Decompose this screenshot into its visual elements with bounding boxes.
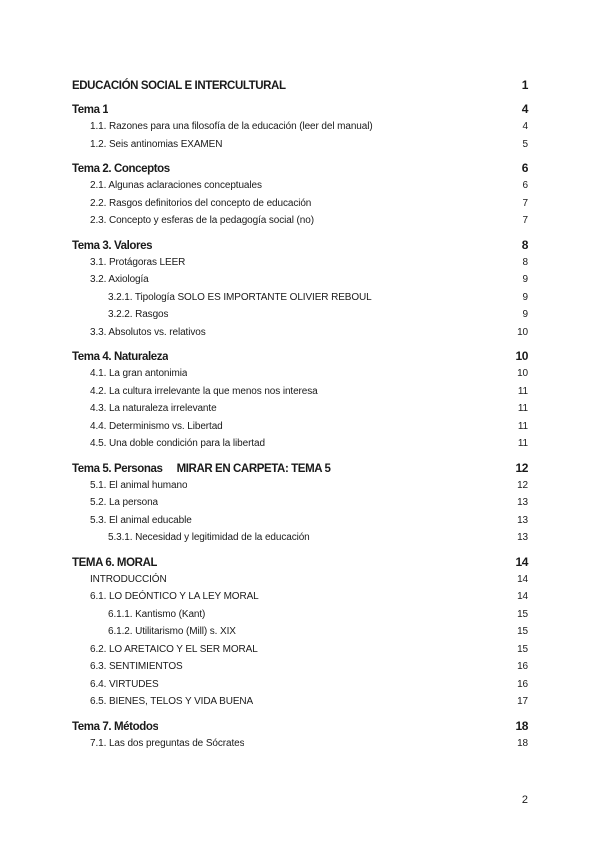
toc-entry-title-text: 3.3. Absolutos vs. relativos: [90, 326, 206, 338]
toc-entry-title-text: Tema 5. Personas: [72, 462, 163, 475]
toc-entry-title-text: 2.3. Concepto y esferas de la pedagogía social (no): [90, 215, 314, 226]
toc-entry-title-text: 4.2. La cultura irrelevante la que menos nos interesa: [90, 385, 318, 397]
toc-entry-title-text: 1.1. Razones para una filosofía de la educación (leer del manual): [90, 121, 373, 132]
toc-entry-title: [72, 101, 108, 119]
toc-entry-title: [90, 735, 244, 753]
toc-section-entry[interactable]: [72, 400, 528, 418]
toc-entry-page-number: 9: [522, 274, 528, 285]
toc-entry-page-number: 13: [517, 497, 528, 508]
toc-chapter-entry[interactable]: [72, 100, 528, 118]
toc-entry-title: [90, 641, 258, 659]
toc-entry-title: [72, 237, 152, 255]
toc-entry-title-text: 5.3.1. Necesidad y legitimidad de la educación: [108, 532, 310, 543]
toc-entry-title: [72, 77, 286, 95]
toc-entry-title: [90, 418, 223, 436]
toc-entry-title-text: 2.1. Algunas aclaraciones conceptuales: [90, 180, 262, 191]
toc-entry-title: [72, 554, 157, 572]
toc-section-entry[interactable]: [72, 177, 528, 195]
toc-entry-page-number: 11: [517, 403, 528, 414]
toc-entry-title-text: 4.4. Determinismo vs. Libertad: [90, 420, 223, 432]
toc-entry-title: [90, 693, 253, 711]
toc-entry-title-text: 6.3. SENTIMIENTOS: [90, 661, 183, 672]
toc-entry-title: [90, 324, 206, 342]
toc-entry-title: [90, 254, 185, 272]
toc-section-entry[interactable]: [72, 477, 528, 495]
toc-entry-page-number: 6: [522, 180, 528, 191]
toc-section-entry[interactable]: [72, 418, 528, 436]
toc-entry-page-number: 9: [522, 291, 528, 303]
toc-entry-title: [90, 477, 187, 495]
toc-entry-title: [108, 529, 310, 547]
toc-entry-page-number: 15: [517, 643, 528, 655]
toc-section-entry[interactable]: [72, 306, 528, 324]
toc-entry-title: [90, 212, 314, 230]
toc-section-entry[interactable]: [72, 623, 528, 641]
toc-entry-page-number: 1: [521, 78, 528, 92]
page-number: 2: [521, 794, 528, 806]
toc-entry-title-text: Tema 1: [72, 104, 109, 116]
toc-section-entry[interactable]: [72, 383, 528, 401]
toc-entry-title-text: EDUCACIÓN SOCIAL E INTERCULTURAL: [72, 80, 286, 92]
toc-section-entry[interactable]: [72, 212, 528, 230]
toc-entry-page-number: 18: [517, 737, 528, 749]
toc-entry-title-text: 6.1.1. Kantismo (Kant): [108, 608, 206, 620]
toc-section-entry[interactable]: [72, 136, 528, 154]
toc-entry-title-text: 3.2.2. Rasgos: [108, 309, 169, 320]
toc-entry-title-text: 5.3. El animal educable: [90, 514, 192, 526]
toc-entry-page-number: 13: [517, 514, 528, 526]
toc-section-entry[interactable]: [72, 324, 528, 342]
toc-entry-page-number: 16: [517, 661, 528, 672]
toc-entry-page-number: 4: [522, 121, 528, 132]
toc-entry-title-text: 1.2. Seis antinomias EXAMEN: [90, 138, 223, 150]
toc-entry-page-number: 18: [515, 718, 528, 733]
toc-section-entry[interactable]: [72, 529, 528, 547]
toc-entry-title-text: Tema 7. Métodos: [72, 720, 159, 733]
toc-entry-title-text: Tema 3. Valores: [72, 239, 153, 252]
toc-entry-page-number: 11: [517, 420, 528, 432]
toc-entry-title: [90, 136, 222, 154]
toc-section-entry[interactable]: [72, 606, 528, 624]
toc-section-entry[interactable]: [72, 512, 528, 530]
toc-entry-page-number: 17: [517, 696, 528, 707]
toc-entry-page-number: 5: [522, 138, 528, 150]
toc-entry-page-number: 12: [517, 479, 528, 491]
toc-entry-page-number: 14: [517, 573, 528, 585]
toc-entry-title-text: Tema 4. Naturaleza: [72, 351, 169, 363]
toc-entry-title: [90, 118, 373, 136]
toc-section-entry[interactable]: [72, 271, 528, 289]
toc-section-entry[interactable]: [72, 435, 528, 453]
toc-entry-title: [108, 606, 205, 624]
toc-entry-page-number: 10: [517, 368, 528, 379]
toc-entry-title-text: 4.3. La naturaleza irrelevante: [90, 403, 217, 414]
toc-section-entry[interactable]: [72, 365, 528, 383]
toc-entry-page-number: 7: [522, 215, 528, 226]
toc-entry-title: [72, 160, 170, 178]
toc-entry-title-text: TEMA 6. MORAL: [72, 556, 158, 569]
toc-entry-page-number: 11: [517, 385, 528, 397]
toc-section-entry[interactable]: [72, 195, 528, 213]
toc-entry-title-text: 6.5. BIENES, TELOS Y VIDA BUENA: [90, 696, 254, 707]
toc-entry-page-number: 14: [515, 554, 528, 569]
toc-entry-note: MIRAR EN CARPETA: TEMA 5: [176, 462, 331, 475]
toc-entry-title: [72, 460, 331, 478]
toc-entry-page-number: 6: [521, 161, 528, 175]
toc-entry-page-number: 13: [517, 532, 528, 543]
toc-chapter-entry[interactable]: [72, 236, 528, 254]
toc-entry-title-text: 4.5. Una doble condición para la libertad: [90, 438, 265, 449]
toc-entry-page-number: 4: [521, 102, 528, 116]
toc-entry-title: [90, 658, 183, 676]
toc-section-entry[interactable]: [72, 641, 528, 659]
toc-entry-page-number: 11: [517, 438, 528, 449]
toc-entry-title: [108, 306, 168, 324]
toc-entry-title-text: 4.1. La gran antonimia: [90, 368, 188, 379]
toc-entry-title: [90, 435, 265, 453]
toc-entry-page-number: 8: [521, 237, 528, 252]
toc-entry-page-number: 15: [517, 608, 528, 620]
toc-entry-title: [90, 383, 318, 401]
toc-entry-title: [108, 623, 236, 641]
toc-entry-title: [90, 676, 159, 694]
toc-entry-page-number: 7: [522, 197, 528, 209]
toc-entry-page-number: 16: [517, 678, 528, 690]
toc-section-entry[interactable]: [72, 693, 528, 711]
toc-entry-title-text: INTRODUCCIÓN: [90, 573, 167, 585]
toc-chapter-entry[interactable]: [72, 159, 528, 177]
toc-entry-title: [90, 400, 217, 418]
toc-entry-title: [108, 289, 372, 307]
toc-entry-title: [90, 512, 192, 530]
toc-section-entry[interactable]: [72, 676, 528, 694]
toc-section-entry[interactable]: [72, 571, 528, 589]
toc-entry-page-number: 14: [517, 591, 528, 602]
toc-entry-title: [72, 718, 158, 736]
toc-entry-page-number: 8: [522, 256, 528, 268]
toc-chapter-entry[interactable]: [72, 76, 528, 94]
toc-entry-page-number: 15: [517, 626, 528, 637]
toc-entry-title-text: 6.1. LO DEÓNTICO Y LA LEY MORAL: [90, 591, 259, 602]
toc-section-entry[interactable]: [72, 494, 528, 512]
toc-entry-title: [90, 271, 149, 289]
toc-entry-title: [90, 195, 311, 213]
toc-section-entry[interactable]: [72, 289, 528, 307]
toc-entry-title-text: 3.2.1. Tipología SOLO ES IMPORTANTE OLIVIER REBOUL: [108, 291, 372, 303]
toc-chapter-entry[interactable]: [72, 459, 528, 477]
toc-entry-title: [90, 588, 259, 606]
toc-entry-title-text: 3.2. Axiología: [90, 274, 149, 285]
toc-entry-title-text: 5.1. El animal humano: [90, 479, 188, 491]
toc-chapter-entry[interactable]: [72, 717, 528, 735]
toc-entry-title-text: 5.2. La persona: [90, 497, 158, 508]
toc-chapter-entry[interactable]: [72, 347, 528, 365]
toc-entry-page-number: 9: [522, 309, 528, 320]
toc-chapter-entry[interactable]: [72, 553, 528, 571]
toc-entry-title: [90, 177, 262, 195]
toc-section-entry[interactable]: [72, 658, 528, 676]
toc-entry-title-text: 6.2. LO ARETAICO Y EL SER MORAL: [90, 643, 258, 655]
toc-section-entry[interactable]: [72, 588, 528, 606]
toc-entry-title-text: 3.1. Protágoras LEER: [90, 256, 186, 268]
toc-entry-title: [90, 571, 167, 589]
toc-entry-title: [90, 494, 158, 512]
toc-entry-title: [90, 365, 187, 383]
toc-entry-title-text: Tema 2. Conceptos: [72, 163, 170, 175]
toc-section-entry[interactable]: [72, 735, 528, 753]
toc-entry-title-text: 6.1.2. Utilitarismo (Mill) s. XIX: [108, 626, 236, 637]
toc-entry-page-number: 10: [515, 349, 528, 363]
toc-entry-title-text: 7.1. Las dos preguntas de Sócrates: [90, 737, 245, 749]
toc-section-entry[interactable]: [72, 254, 528, 272]
toc-entry-title-text: 2.2. Rasgos definitorios del concepto de educación: [90, 197, 312, 209]
toc-entry-title-text: 6.4. VIRTUDES: [90, 678, 159, 690]
table-of-contents: [72, 76, 528, 752]
toc-entry-title: [72, 348, 168, 366]
toc-section-entry[interactable]: [72, 118, 528, 136]
toc-entry-page-number: 12: [515, 460, 528, 475]
toc-entry-page-number: 10: [517, 326, 528, 338]
